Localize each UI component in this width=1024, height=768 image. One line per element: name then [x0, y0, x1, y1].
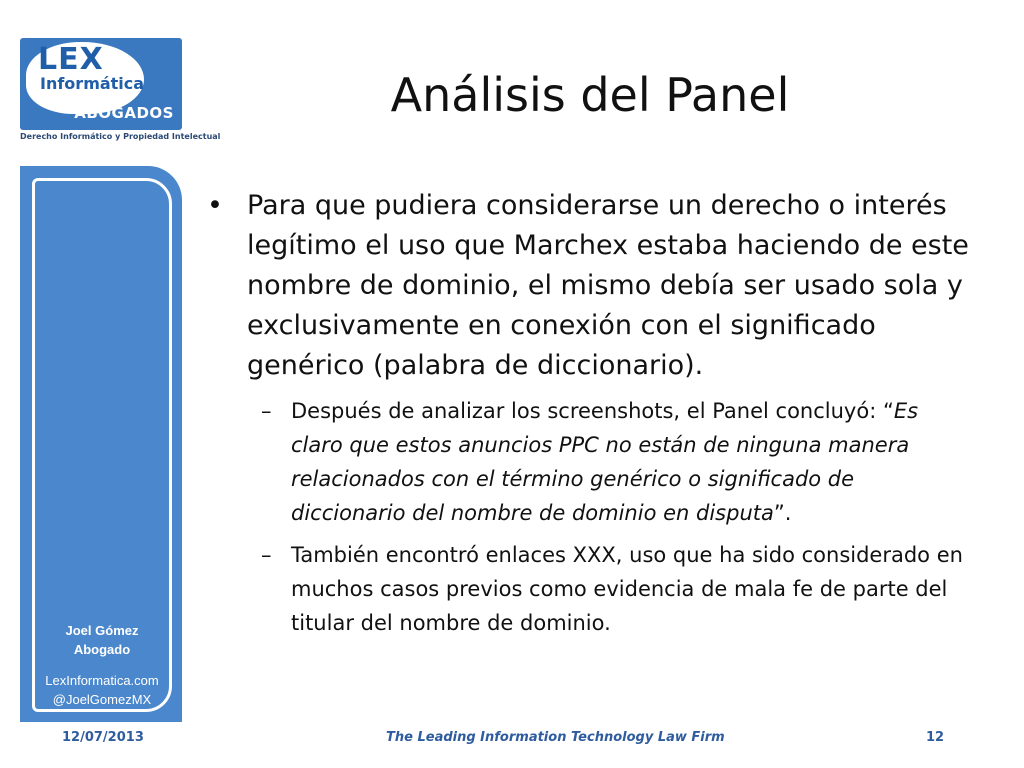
footer-date: 12/07/2013	[62, 730, 144, 745]
bullet-text: Para que pudiera considerarse un derecho o interés legítimo el uso que Marchex estaba haciendo de este nombre de dominio, el mismo debía ser usado sola y exclusivamente en conexión con el significado genérico (palabra de diccionario).	[247, 190, 969, 381]
lex-informatica-logo	[20, 38, 221, 148]
author-name: Joel Gómez	[65, 623, 139, 638]
slide-body	[203, 186, 993, 640]
logo-brand: LEX	[38, 42, 104, 77]
sidebar-panel	[20, 166, 182, 722]
panel-quote: Es claro que estos anuncios PPC no están de ninguna manera relacionados con el término genérico o significado de diccionario del nombre de dominio en disputa	[291, 399, 919, 525]
author-role: Abogado	[73, 642, 131, 657]
sidebar-frame	[32, 178, 172, 712]
logo-tagline: Derecho Informático y Propiedad Intelectual	[20, 132, 221, 141]
contact-block	[35, 671, 169, 709]
bullet-item	[203, 186, 993, 386]
logo-badge: ABOGADOS	[74, 104, 174, 122]
sub-bullet-prefix: Después de analizar los screenshots, el Panel concluyó: “	[291, 399, 894, 423]
slide-title: Análisis del Panel	[390, 68, 790, 122]
bullet-dot-icon: •	[207, 190, 223, 221]
sub-bullet-conclusion	[203, 394, 993, 530]
dash-icon: –	[261, 543, 272, 567]
logo-subbrand: Informática	[40, 74, 145, 93]
author-block	[35, 621, 169, 659]
sub-bullet-text: También encontró enlaces XXX, uso que ha sido considerado en muchos casos previos como evidencia de mala fe de parte del titular del nombre de dominio.	[291, 543, 963, 635]
author-handle: @JoelGomezMX	[52, 692, 152, 707]
author-website: LexInformatica.com	[45, 673, 159, 688]
sub-bullet-links	[203, 538, 993, 640]
dash-icon: –	[261, 399, 272, 423]
page-number: 12	[926, 730, 945, 745]
footer-firm-tagline: The Leading Information Technology Law Firm	[386, 730, 725, 745]
sub-bullet-suffix: ”.	[773, 501, 792, 525]
